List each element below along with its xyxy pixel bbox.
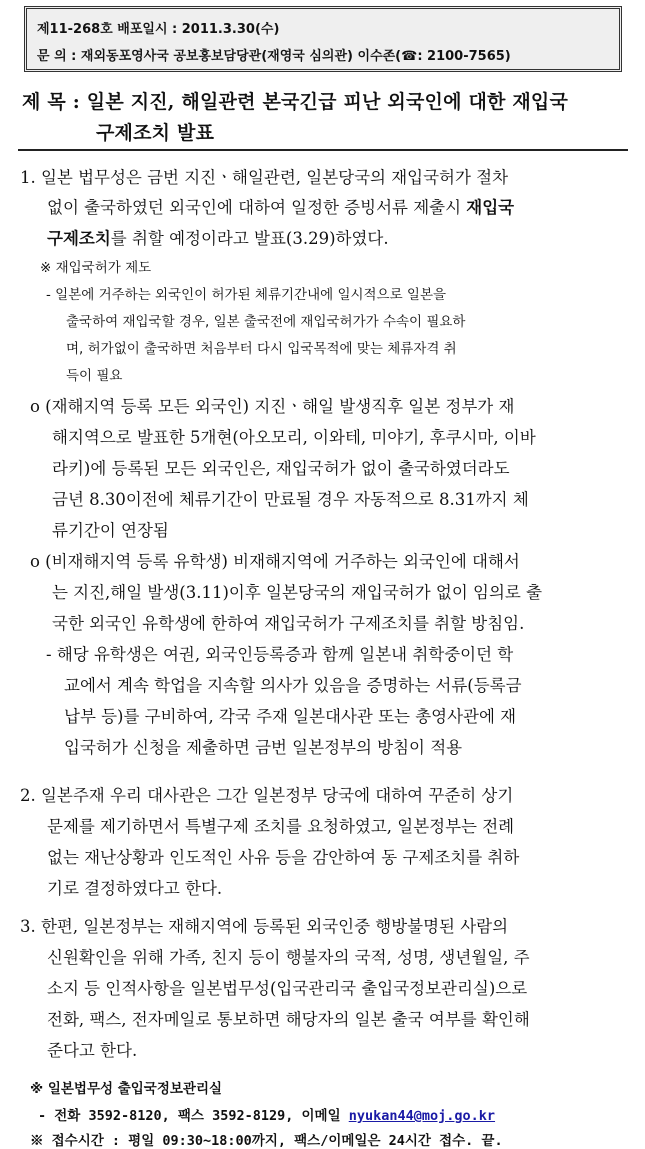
- release-number-date: 제11-268호 배포일시 : 2011.3.30(수): [37, 22, 280, 37]
- p3-line: 3. 한편, 일본정부는 재해지역에 등록된 외국인중 행방불명된 사람의: [20, 917, 509, 936]
- note-line: - 일본에 거주하는 외국인이 허가된 체류기간내에 일시적으로 일본을: [46, 287, 447, 303]
- p3-line: 신원확인을 위해 가족, 친지 등이 행불자의 국적, 성명, 생년월일, 주: [47, 948, 530, 967]
- o2-line: 는 지진,해일 발생(3.11)이후 일본당국의 재입국허가 없이 임의로 출: [52, 583, 543, 602]
- p3-line: 전화, 팩스, 전자메일로 통보하면 해당자의 일본 출국 여부를 확인해: [47, 1010, 530, 1029]
- p3-line: 소지 등 인적사항을 일본법무성(입국관리국 출입국정보관리실)으로: [47, 979, 528, 998]
- o1-line: 라키)에 등록된 모든 외국인은, 재입국허가 없이 출국하였더라도: [52, 459, 510, 478]
- o1-line: 해지역으로 발표한 5개현(아오모리, 이와테, 미야기, 후쿠시마, 이바: [52, 428, 536, 447]
- title-block: [18, 83, 628, 151]
- note-line: 득이 필요: [66, 368, 123, 384]
- p3-line: 준다고 한다.: [47, 1041, 138, 1060]
- note-heading: ※ 재입국허가 제도: [40, 260, 152, 276]
- o1-line: o (재해지역 등록 모든 외국인) 지진ㆍ해일 발생직후 일본 정부가 재: [30, 397, 515, 416]
- p2-line: 없는 재난상황과 인도적인 사유 등을 감안하여 동 구제조치를 취하: [47, 848, 520, 867]
- p2-line: 기로 결정하였다고 한다.: [47, 879, 223, 898]
- header-info-box: [24, 6, 622, 72]
- title-line-2: 구제조치 발표: [96, 122, 215, 144]
- footer-contact: [38, 1104, 495, 1124]
- note-line: 출국하여 재입국할 경우, 일본 출국전에 재입국허가가 수속이 필요하: [66, 314, 466, 330]
- title-line-1: 제 목 : 일본 지진, 해일관련 본국긴급 피난 외국인에 대한 재입국: [22, 91, 569, 113]
- o2-line: - 해당 유학생은 여권, 외국인등록증과 함께 일본내 취학중이던 학: [46, 645, 514, 664]
- p1-text: 를 취할 예정이라고 발표(3.29)하였다.: [110, 229, 389, 248]
- o1-line: 금년 8.30이전에 체류기간이 만료될 경우 자동적으로 8.31까지 체: [52, 490, 529, 509]
- p1-text: 없이 출국하였던 외국인에 대하여 일정한 증빙서류 제출시: [47, 198, 462, 217]
- p2-line: 문제를 제기하면서 특별구제 조치를 요청하였고, 일본정부는 전례: [47, 817, 515, 836]
- o2-line: 교에서 계속 학업을 지속할 의사가 있음을 증명하는 서류(등록금: [64, 676, 522, 695]
- footer-phone-fax: - 전화 3592-8120, 팩스 3592-8129, 이메일: [38, 1108, 349, 1124]
- p1-line: 1. 일본 법무성은 금번 지진ㆍ해일관련, 일본당국의 재입국허가 절차: [20, 168, 509, 187]
- o1-line: 류기간이 연장됨: [52, 521, 169, 540]
- p1-emphasis: 재입국: [466, 198, 515, 217]
- o2-line: o (비재해지역 등록 유학생) 비재해지역에 거주하는 외국인에 대해서: [30, 552, 520, 571]
- o2-line: 국한 외국인 유학생에 한하여 재입국허가 구제조치를 취할 방침임.: [52, 614, 525, 633]
- p1-line: [47, 194, 514, 218]
- p1-emphasis: 구제조치: [47, 229, 111, 248]
- p2-line: 2. 일본주재 우리 대사관은 그간 일본정부 당국에 대하여 꾸준히 상기: [20, 786, 514, 805]
- footer-hours: ※ 접수시간 : 평일 09:30~18:00까지, 팩스/이메일은 24시간 접수. 끝.: [30, 1133, 503, 1149]
- footer-office: ※ 일본법무성 출입국정보관리실: [30, 1081, 223, 1097]
- o2-line: 입국허가 신청을 제출하면 금번 일본정부의 방침이 적용: [64, 738, 463, 757]
- inquiry-contact: 문 의 : 재외동포영사국 공보홍보담당관(재영국 심의관) 이수존(☎: 2100-7565): [37, 49, 511, 64]
- p1-line: [47, 225, 389, 249]
- o2-line: 납부 등)를 구비하여, 각국 주재 일본대사관 또는 총영사관에 재: [64, 707, 517, 726]
- note-line: 며, 허가없이 출국하면 처음부터 다시 입국목적에 맞는 체류자격 취: [66, 341, 457, 357]
- email-link[interactable]: nyukan44@moj.go.kr: [348, 1108, 496, 1124]
